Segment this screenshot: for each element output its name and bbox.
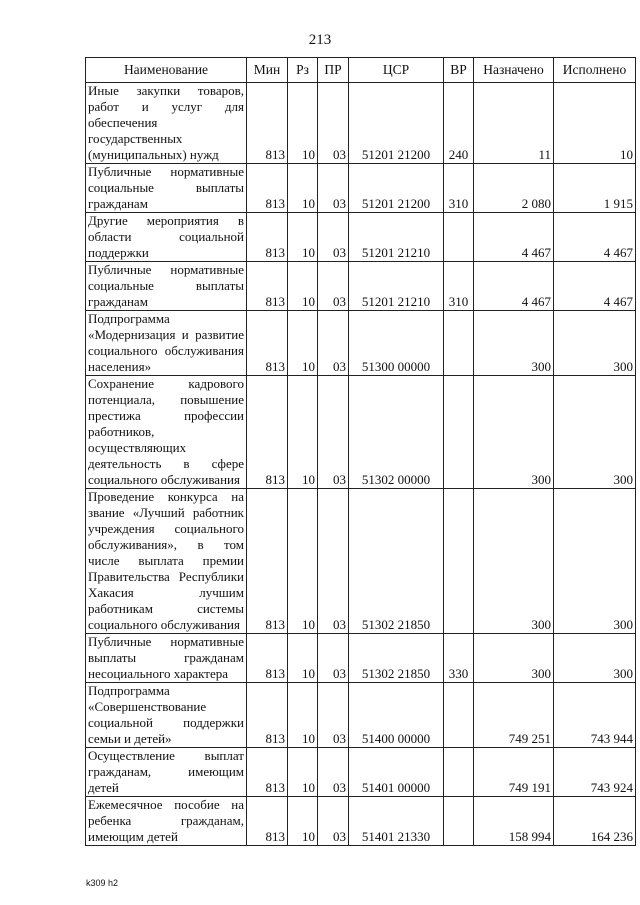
cell-csr: 51201 21200 xyxy=(349,83,444,164)
cell-vr xyxy=(444,748,474,797)
cell-min: 813 xyxy=(247,683,288,748)
cell-executed: 743 944 xyxy=(554,683,636,748)
cell-name: Проведение конкурса на звание «Лучший работник учреждения социального обслуживания», в том числе выплата премии Правительства Республики Хакасия лучшим работникам системы социального обслуживания xyxy=(86,489,247,634)
cell-min: 813 xyxy=(247,262,288,311)
cell-pr: 03 xyxy=(318,797,349,846)
cell-pr: 03 xyxy=(318,634,349,683)
cell-csr: 51400 00000 xyxy=(349,683,444,748)
cell-pr: 03 xyxy=(318,262,349,311)
cell-pr: 03 xyxy=(318,213,349,262)
cell-rz: 10 xyxy=(288,376,318,489)
cell-csr: 51302 21850 xyxy=(349,489,444,634)
cell-name: Подпрограмма «Модернизация и развитие социального обслуживания населения» xyxy=(86,311,247,376)
cell-vr xyxy=(444,376,474,489)
cell-name: Другие мероприятия в области социальной поддержки xyxy=(86,213,247,262)
cell-rz: 10 xyxy=(288,262,318,311)
column-header-vr: ВР xyxy=(444,58,474,83)
table-row xyxy=(86,748,636,797)
cell-rz: 10 xyxy=(288,213,318,262)
cell-executed: 4 467 xyxy=(554,262,636,311)
cell-rz: 10 xyxy=(288,797,318,846)
cell-pr: 03 xyxy=(318,376,349,489)
table-row xyxy=(86,797,636,846)
cell-vr xyxy=(444,213,474,262)
cell-rz: 10 xyxy=(288,748,318,797)
cell-name: Подпрограмма «Совершенствование социальной поддержки семьи и детей» xyxy=(86,683,247,748)
cell-vr xyxy=(444,489,474,634)
cell-assigned: 300 xyxy=(474,311,554,376)
cell-assigned: 749 191 xyxy=(474,748,554,797)
column-header-rz: Рз xyxy=(288,58,318,83)
cell-min: 813 xyxy=(247,634,288,683)
cell-min: 813 xyxy=(247,213,288,262)
cell-min: 813 xyxy=(247,311,288,376)
cell-name: Сохранение кадрового потенциала, повышение престижа профессии работников, осуществляющих деятельность в сфере социального обслуживания xyxy=(86,376,247,489)
cell-csr: 51401 21330 xyxy=(349,797,444,846)
cell-vr xyxy=(444,797,474,846)
cell-executed: 300 xyxy=(554,311,636,376)
cell-name: Публичные нормативные выплаты гражданам несоциального характера xyxy=(86,634,247,683)
cell-vr xyxy=(444,311,474,376)
cell-name: Ежемесячное пособие на ребенка гражданам, имеющим детей xyxy=(86,797,247,846)
table-row xyxy=(86,311,636,376)
cell-executed: 1 915 xyxy=(554,164,636,213)
budget-table xyxy=(85,57,636,846)
cell-assigned: 300 xyxy=(474,489,554,634)
column-header-min: Мин xyxy=(247,58,288,83)
column-header-pr: ПР xyxy=(318,58,349,83)
cell-csr: 51401 00000 xyxy=(349,748,444,797)
table-row xyxy=(86,376,636,489)
cell-rz: 10 xyxy=(288,683,318,748)
cell-assigned: 300 xyxy=(474,376,554,489)
cell-executed: 164 236 xyxy=(554,797,636,846)
footer-stamp: k309 h2 xyxy=(86,878,119,888)
table-row xyxy=(86,213,636,262)
cell-rz: 10 xyxy=(288,489,318,634)
cell-csr: 51302 21850 xyxy=(349,634,444,683)
cell-vr xyxy=(444,683,474,748)
cell-executed: 300 xyxy=(554,634,636,683)
cell-pr: 03 xyxy=(318,164,349,213)
cell-csr: 51201 21210 xyxy=(349,262,444,311)
table-header-row xyxy=(86,58,636,83)
cell-executed: 10 xyxy=(554,83,636,164)
cell-csr: 51300 00000 xyxy=(349,311,444,376)
cell-executed: 300 xyxy=(554,376,636,489)
cell-assigned: 2 080 xyxy=(474,164,554,213)
table-row xyxy=(86,164,636,213)
cell-min: 813 xyxy=(247,489,288,634)
cell-vr: 240 xyxy=(444,83,474,164)
page-number: 213 xyxy=(308,32,332,48)
cell-name: Иные закупки товаров, работ и услуг для обеспечения государственных (муниципальных) нужд xyxy=(86,83,247,164)
column-header-csr: ЦСР xyxy=(349,58,444,83)
cell-vr: 310 xyxy=(444,164,474,213)
cell-pr: 03 xyxy=(318,748,349,797)
cell-assigned: 749 251 xyxy=(474,683,554,748)
column-header-executed: Исполнено xyxy=(554,58,636,83)
cell-name: Осуществление выплат гражданам, имеющим детей xyxy=(86,748,247,797)
table-row xyxy=(86,489,636,634)
table-row xyxy=(86,262,636,311)
cell-min: 813 xyxy=(247,83,288,164)
cell-assigned: 11 xyxy=(474,83,554,164)
cell-vr: 310 xyxy=(444,262,474,311)
cell-executed: 300 xyxy=(554,489,636,634)
cell-assigned: 300 xyxy=(474,634,554,683)
column-header-name: Наименование xyxy=(86,58,247,83)
cell-assigned: 158 994 xyxy=(474,797,554,846)
cell-pr: 03 xyxy=(318,489,349,634)
cell-rz: 10 xyxy=(288,164,318,213)
table-row xyxy=(86,634,636,683)
cell-csr: 51201 21210 xyxy=(349,213,444,262)
cell-pr: 03 xyxy=(318,83,349,164)
cell-rz: 10 xyxy=(288,83,318,164)
cell-pr: 03 xyxy=(318,683,349,748)
table-row xyxy=(86,683,636,748)
cell-executed: 743 924 xyxy=(554,748,636,797)
cell-min: 813 xyxy=(247,164,288,213)
cell-assigned: 4 467 xyxy=(474,213,554,262)
cell-rz: 10 xyxy=(288,311,318,376)
cell-vr: 330 xyxy=(444,634,474,683)
cell-assigned: 4 467 xyxy=(474,262,554,311)
cell-csr: 51201 21200 xyxy=(349,164,444,213)
cell-name: Публичные нормативные социальные выплаты гражданам xyxy=(86,164,247,213)
cell-rz: 10 xyxy=(288,634,318,683)
cell-pr: 03 xyxy=(318,311,349,376)
cell-executed: 4 467 xyxy=(554,213,636,262)
table-row xyxy=(86,83,636,164)
cell-min: 813 xyxy=(247,748,288,797)
cell-csr: 51302 00000 xyxy=(349,376,444,489)
cell-name: Публичные нормативные социальные выплаты гражданам xyxy=(86,262,247,311)
column-header-assigned: Назначено xyxy=(474,58,554,83)
cell-min: 813 xyxy=(247,797,288,846)
cell-min: 813 xyxy=(247,376,288,489)
